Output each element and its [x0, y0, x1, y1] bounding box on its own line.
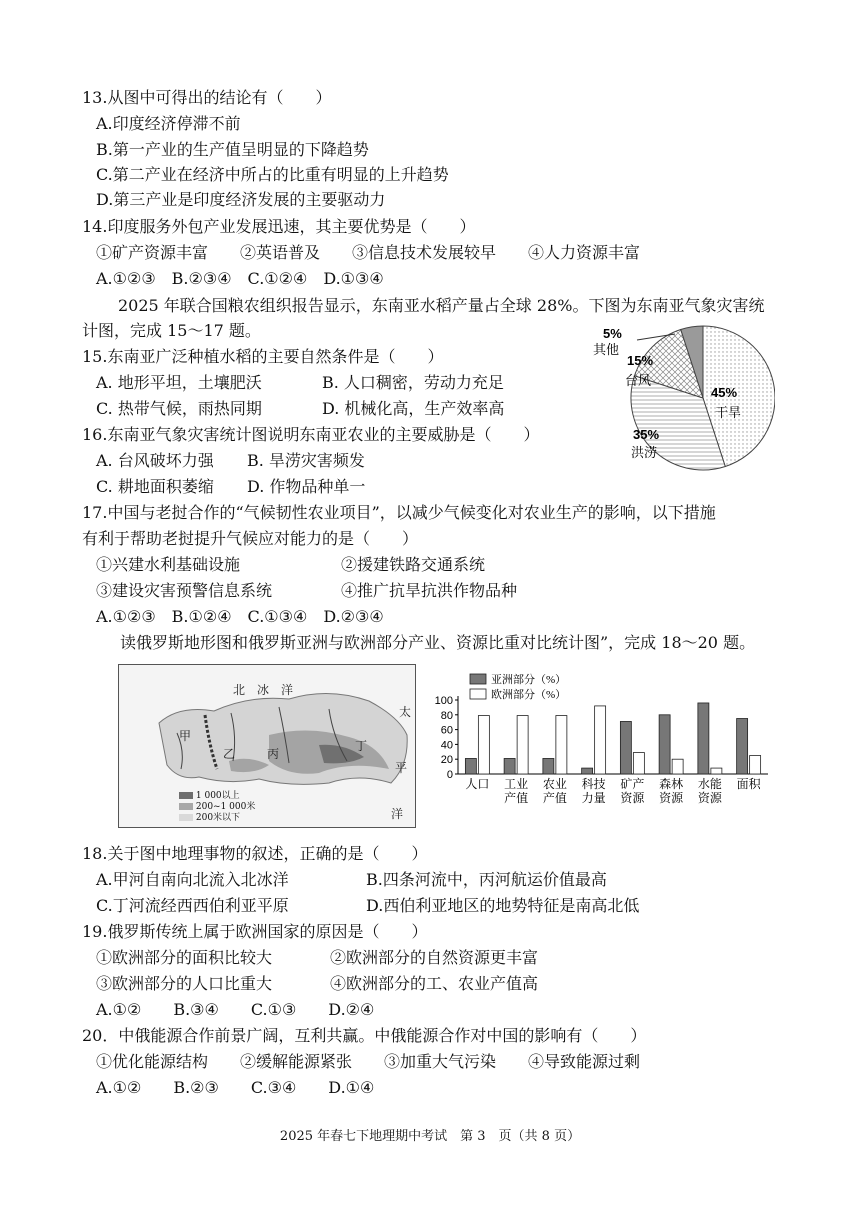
q15-option-c: C. 热带气候，雨热同期 [96, 399, 262, 418]
q17-item-1: ①兴建水利基础设施 [96, 555, 241, 574]
disaster-pie-chart [585, 318, 775, 478]
map-pacific-1: 太 [399, 705, 412, 719]
map-river-bing: 丙 [267, 747, 280, 761]
x-tick-label: 资源 [659, 791, 684, 805]
q17-stem-line2: 有利于帮助老挝提升气候应对能力的是（ ） [82, 529, 419, 548]
x-tick-label: 资源 [620, 791, 645, 805]
q20-items: ①优化能源结构 ②缓解能源紧张 ③加重大气污染 ④导致能源过剩 [96, 1052, 641, 1071]
x-tick-label: 农业 [542, 777, 567, 791]
q18-option-a: A.甲河自南向北流入北冰洋 [96, 870, 289, 889]
legend-label-0: 亚洲部分（%） [491, 674, 567, 686]
bar-asia-7 [737, 719, 748, 775]
intro-15-line1: 2025 年联合国粮农组织报告显示，东南亚水稻产量占全球 28%。下图为东南亚气象灾害统 [118, 296, 765, 315]
pie-label-drought: 干旱 [715, 405, 742, 420]
bar-asia-0 [465, 758, 476, 774]
q13-option-d: D.第三产业是印度经济发展的主要驱动力 [96, 190, 386, 209]
intro-18: 读俄罗斯地形图和俄罗斯亚洲与欧洲部分产业、资源比重对比统计图”，完成 18～20 题。 [120, 633, 756, 652]
q17-item-2: ②援建铁路交通系统 [341, 555, 486, 574]
q16-option-b: B. 旱涝灾害频发 [247, 451, 365, 470]
q17-stem-line1: 17.中国与老挝合作的“气候韧性农业项目”，以减少气候变化对农业生产的影响，以下措施 [82, 503, 716, 522]
x-tick-label: 科技 [581, 777, 606, 791]
q15-option-a: A. 地形平坦，土壤肥沃 [96, 373, 262, 392]
page-footer: 2025 年春七下地理期中考试 第 3 页（共 8 页） [279, 1129, 581, 1144]
map-river-ding: 丁 [355, 739, 368, 753]
q15-option-d: D. 机械化高，生产效率高 [322, 399, 505, 418]
q20-choices: A.①② B.②③ C.③④ D.①④ [96, 1078, 375, 1097]
bar-europe-3 [595, 706, 606, 774]
q16-option-a: A. 台风破坏力强 [96, 451, 214, 470]
legend-mid: 200~1 000米 [195, 802, 256, 812]
russia-terrain-map [118, 664, 416, 828]
x-tick-label: 人口 [465, 777, 490, 791]
q17-choices: A.①②③ B.①②④ C.①③④ D.②③④ [96, 607, 384, 626]
legend-high: 1 000以上 [195, 791, 240, 801]
q17-item-3: ③建设灾害预警信息系统 [96, 581, 273, 600]
q17-item-4: ④推广抗旱抗洪作物品种 [341, 581, 518, 600]
bar-asia-2 [543, 758, 554, 774]
bar-europe-4 [633, 753, 644, 774]
pie-label-flood: 洪涝 [631, 445, 658, 460]
q18-option-c: C.丁河流经西西伯利亚平原 [96, 896, 289, 915]
intro-15-line2: 计图，完成 15～17 题。 [82, 321, 261, 340]
map-river-yi: 乙 [223, 747, 236, 761]
bar-asia-1 [504, 758, 515, 774]
x-tick-label: 产值 [504, 791, 529, 805]
x-tick-label: 面积 [736, 777, 761, 791]
y-tick-label: 40 [440, 739, 453, 752]
map-arctic-ocean: 北 冰 洋 [233, 683, 294, 697]
pie-label-flood-pct: 35% [633, 427, 660, 442]
x-tick-label: 水能 [697, 777, 722, 791]
x-tick-label: 森林 [659, 777, 684, 791]
bar-europe-6 [711, 768, 722, 774]
q15-option-b: B. 人口稠密，劳动力充足 [322, 373, 504, 392]
pie-label-other-pct: 5% [603, 326, 622, 341]
q15-stem: 15.东南亚广泛种植水稻的主要自然条件是（ ） [82, 347, 444, 366]
y-tick-label: 0 [446, 769, 453, 781]
legend-swatch-0 [470, 674, 486, 684]
y-tick-label: 60 [440, 724, 453, 737]
bar-europe-7 [750, 756, 761, 775]
q19-item-2: ②欧洲部分的自然资源更丰富 [330, 948, 539, 967]
q13-option-c: C.第二产业在经济中所占的比重有明显的上升趋势 [96, 165, 449, 184]
q14-items: ①矿产资源丰富 ②英语普及 ③信息技术发展较早 ④人力资源丰富 [96, 243, 641, 262]
x-tick-label: 产值 [542, 791, 567, 805]
q19-choices: A.①② B.③④ C.①③ D.②④ [96, 1000, 375, 1019]
bar-europe-1 [517, 716, 528, 774]
q19-item-3: ③欧洲部分的人口比重大 [96, 974, 273, 993]
x-tick-label: 力量 [581, 791, 606, 805]
map-pacific-2: 平 [395, 761, 408, 775]
q13-option-b: B.第一产业的生产值呈明显的下降趋势 [96, 140, 369, 159]
q14-choices: A.①②③ B.②③④ C.①②④ D.①③④ [96, 269, 384, 288]
bar-europe-2 [556, 716, 567, 774]
map-pacific-3: 洋 [391, 807, 404, 821]
legend-low: 200米以下 [195, 813, 241, 823]
x-tick-label: 资源 [697, 791, 722, 805]
q18-option-d: D.西伯利亚地区的地势特征是南高北低 [366, 896, 640, 915]
q20-stem: 20．中俄能源合作前景广阔，互利共赢。中俄能源合作对中国的影响有（ ） [82, 1026, 647, 1045]
q19-item-1: ①欧洲部分的面积比较大 [96, 948, 273, 967]
y-tick-label: 100 [434, 695, 453, 707]
q16-option-d: D. 作物品种单一 [247, 477, 366, 496]
pie-label-drought-pct: 45% [711, 385, 738, 400]
bar-asia-3 [582, 768, 593, 774]
y-tick-label: 20 [440, 754, 453, 767]
pie-label-other: 其他 [593, 342, 620, 357]
q13-option-a: A.印度经济停滞不前 [96, 114, 241, 133]
q19-item-4: ④欧洲部分的工、农业产值高 [330, 974, 539, 993]
q16-option-c: C. 耕地面积萎缩 [96, 477, 214, 496]
y-tick-label: 80 [440, 709, 453, 722]
q18-option-b: B.四条河流中，丙河航运价值最高 [366, 870, 607, 889]
x-tick-label: 工业 [504, 777, 529, 791]
asia-europe-bar-chart [428, 668, 773, 818]
bar-europe-5 [672, 759, 683, 774]
map-river-jia: 甲 [179, 729, 192, 743]
bar-asia-6 [698, 703, 709, 774]
pie-label-typhoon-pct: 15% [627, 353, 654, 368]
q14-stem: 14.印度服务外包产业发展迅速，其主要优势是（ ） [82, 217, 476, 236]
q18-stem: 18.关于图中地理事物的叙述，正确的是（ ） [82, 844, 428, 863]
q19-stem: 19.俄罗斯传统上属于欧洲国家的原因是（ ） [82, 922, 428, 941]
bar-asia-5 [659, 715, 670, 774]
x-tick-label: 矿产 [620, 777, 645, 791]
bar-asia-4 [620, 721, 631, 774]
map-legend [179, 791, 255, 824]
pie-label-typhoon: 台风 [625, 373, 652, 388]
q16-stem: 16.东南亚气象灾害统计图说明东南亚农业的主要威胁是（ ） [82, 425, 540, 444]
q13-stem: 13.从图中可得出的结论有（ ） [82, 88, 332, 107]
bar-europe-0 [478, 716, 489, 774]
legend-label-1: 欧洲部分（%） [491, 689, 567, 701]
legend-swatch-1 [470, 689, 486, 699]
